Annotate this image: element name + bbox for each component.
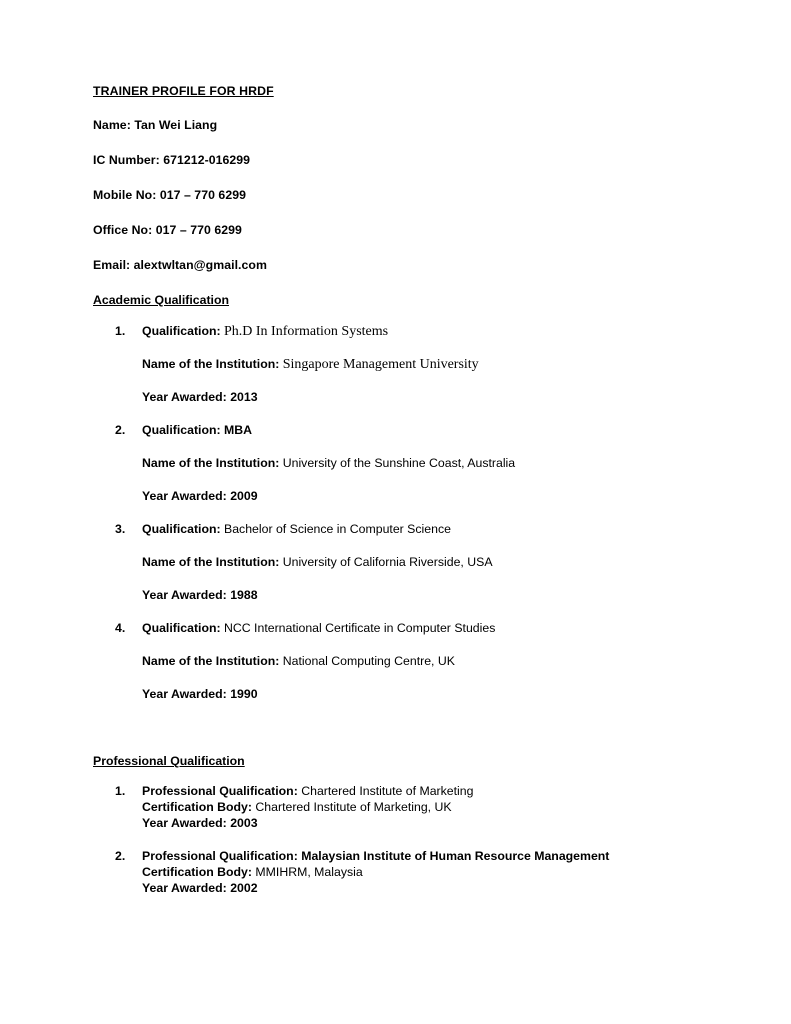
institution-value: National Computing Centre, UK	[282, 654, 455, 668]
field-office-no-value: 017 – 770 6299	[155, 223, 242, 237]
year-row	[142, 816, 699, 831]
list-item	[93, 621, 699, 702]
institution-label: Name of the Institution:	[142, 456, 280, 470]
certification-body-value: MMIHRM, Malaysia	[255, 865, 363, 879]
professional-qualification-list	[93, 784, 699, 896]
list-item-number: 4.	[115, 621, 126, 635]
professional-qualification-row	[142, 849, 699, 864]
qualification-label: Qualification:	[142, 324, 221, 338]
year-value: 2003	[230, 816, 258, 830]
certification-body-label: Certification Body:	[142, 865, 252, 879]
certification-body-value: Chartered Institute of Marketing, UK	[255, 800, 452, 814]
certification-body-label: Certification Body:	[142, 800, 252, 814]
qualification-row	[142, 324, 699, 339]
list-item	[93, 324, 699, 405]
year-label: Year Awarded:	[142, 816, 227, 830]
list-item	[93, 522, 699, 603]
list-item	[93, 784, 699, 831]
list-item	[93, 849, 699, 896]
institution-row	[142, 555, 699, 570]
qualification-value: MBA	[224, 423, 253, 437]
year-value: 2013	[230, 390, 258, 404]
year-value: 1990	[230, 687, 258, 701]
field-name-label: Name:	[93, 118, 131, 132]
professional-qualification-row	[142, 784, 699, 799]
field-mobile-no-value: 017 – 770 6299	[159, 188, 246, 202]
qualification-label: Qualification:	[142, 621, 221, 635]
year-value: 2009	[230, 489, 258, 503]
institution-row	[142, 456, 699, 471]
qualification-label: Qualification:	[142, 423, 221, 437]
qualification-row	[142, 621, 699, 636]
page-title: TRAINER PROFILE FOR HRDF	[93, 84, 274, 98]
professional-qualification-label: Professional Qualification:	[142, 849, 298, 863]
professional-qualification-label: Professional Qualification:	[142, 784, 298, 798]
field-mobile-no	[93, 188, 699, 202]
year-value: 1988	[230, 588, 258, 602]
year-row	[142, 390, 699, 405]
academic-qualification-list	[93, 324, 699, 702]
field-ic-number	[93, 153, 699, 167]
field-email-value: alextwltan@gmail.com	[133, 258, 267, 272]
qualification-label: Qualification:	[142, 522, 221, 536]
qualification-value: NCC International Certificate in Computer Studies	[224, 621, 496, 635]
year-row	[142, 588, 699, 603]
year-value: 2002	[230, 881, 258, 895]
year-row	[142, 687, 699, 702]
year-label: Year Awarded:	[142, 390, 227, 404]
field-office-no	[93, 223, 699, 237]
professional-qualification-value: Chartered Institute of Marketing	[301, 784, 474, 798]
section-heading-professional: Professional Qualification	[93, 754, 245, 768]
field-ic-number-label: IC Number:	[93, 153, 160, 167]
certification-body-row	[142, 800, 699, 815]
year-label: Year Awarded:	[142, 489, 227, 503]
field-name	[93, 118, 699, 132]
field-office-no-label: Office No:	[93, 223, 153, 237]
institution-row	[142, 654, 699, 669]
institution-value: University of California Riverside, USA	[282, 555, 493, 569]
institution-label: Name of the Institution:	[142, 555, 280, 569]
list-item	[93, 423, 699, 504]
year-row	[142, 881, 699, 896]
field-email	[93, 258, 699, 272]
institution-label: Name of the Institution:	[142, 654, 280, 668]
year-row	[142, 489, 699, 504]
qualification-row	[142, 423, 699, 438]
year-label: Year Awarded:	[142, 588, 227, 602]
field-ic-number-value: 671212-016299	[163, 153, 251, 167]
year-label: Year Awarded:	[142, 687, 227, 701]
list-item-number: 3.	[115, 522, 126, 536]
list-item-number: 2.	[115, 849, 126, 863]
professional-qualification-value: Malaysian Institute of Human Resource Management	[301, 849, 610, 863]
list-item-number: 1.	[115, 784, 126, 798]
section-heading-academic: Academic Qualification	[93, 293, 229, 307]
institution-row	[142, 357, 699, 372]
field-mobile-no-label: Mobile No:	[93, 188, 157, 202]
list-item-number: 1.	[115, 324, 126, 338]
institution-value: University of the Sunshine Coast, Australia	[282, 456, 516, 470]
qualification-value: Ph.D In Information Systems	[224, 324, 389, 339]
field-name-value: Tan Wei Liang	[134, 118, 218, 132]
certification-body-row	[142, 865, 699, 880]
qualification-value: Bachelor of Science in Computer Science	[224, 522, 451, 536]
personal-details-block	[93, 118, 699, 272]
institution-label: Name of the Institution:	[142, 357, 280, 371]
qualification-row	[142, 522, 699, 537]
field-email-label: Email:	[93, 258, 131, 272]
list-item-number: 2.	[115, 423, 126, 437]
year-label: Year Awarded:	[142, 881, 227, 895]
institution-value: Singapore Management University	[282, 357, 479, 372]
